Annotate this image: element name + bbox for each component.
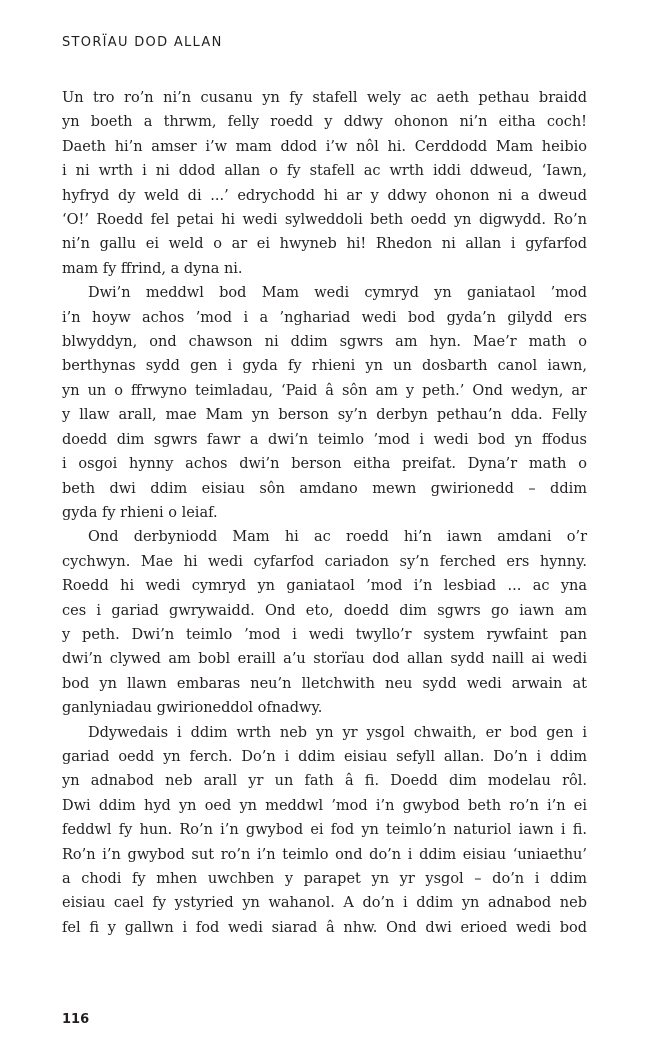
text-line: blwyddyn, ond chawson ni ddim sgwrs am hyn. Mae’r math o [62,334,587,351]
text-line: i osgoi hynny achos dwi’n berson eitha preifat. Dyna’r math o [62,456,587,473]
text-line: dwi’n clywed am bobl eraill a’u storïau dod allan sydd naill ai wedi [62,651,587,668]
paragraph [62,525,587,720]
text-line: berthynas sydd gen i gyda fy rhieni yn un dosbarth canol iawn, [62,358,587,375]
text-line: ces i gariad gwrywaidd. Ond eto, doedd dim sgwrs go iawn am [62,602,587,619]
text-line: Ond derbyniodd Mam hi ac roedd hi’n iawn amdani o’r [88,529,587,546]
text-line: ni’n gallu ei weld o ar ei hwyneb hi! Rhedon ni allan i gyfarfod [62,236,587,253]
text-line: beth dwi ddim eisiau sôn amdano mewn gwirionedd – ddim [62,480,587,497]
text-line: gyda fy rhieni o leiaf. [62,504,218,521]
text-line: y llaw arall, mae Mam yn berson sy’n derbyn pethau’n dda. Felly [62,407,587,424]
text-line: Daeth hi’n amser i’w mam ddod i’w nôl hi. Cerddodd Mam heibio [62,138,587,155]
text-line: i ni wrth i ni ddod allan o fy stafell ac wrth iddi ddweud, ‘Iawn, [62,163,587,180]
text-line: Dwi ddim hyd yn oed yn meddwl ’mod i’n gwybod beth ro’n i’n ei [62,797,587,814]
text-line: eisiau cael fy ystyried yn wahanol. A do’n i ddim yn adnabod neb [62,895,587,912]
text-line: i’n hoyw achos ’mod i a ’nghariad wedi bod gyda’n gilydd ers [62,309,587,326]
text-line: Dwi’n meddwl bod Mam wedi cymryd yn ganiataol ’mod [88,285,587,302]
text-line: Ddywedais i ddim wrth neb yn yr ysgol chwaith, er bod gen i [88,724,587,741]
text-line: mam fy ffrind, a dyna ni. [62,260,243,277]
text-line: Un tro ro’n ni’n cusanu yn fy stafell wely ac aeth pethau braidd [62,90,587,106]
text-line: feddwl fy hun. Ro’n i’n gwybod ei fod yn teimlo’n naturiol iawn i fi. [62,822,587,839]
text-line: Ro’n i’n gwybod sut ro’n i’n teimlo ond do’n i ddim eisiau ‘uniaethu’ [62,846,587,863]
paragraph [62,86,587,281]
text-line: hyfryd dy weld di ...’ edrychodd hi ar y ddwy ohonon ni a dweud [62,187,587,204]
text-line: cychwyn. Mae hi wedi cyfarfod cariadon sy’n ferched ers hynny. [62,553,587,570]
running-head: STORÏAU DOD ALLAN [62,35,223,50]
text-line: yn adnabod neb arall yr un fath â fi. Doedd dim modelau rôl. [62,773,587,790]
paragraph [62,721,587,941]
text-line: Roedd hi wedi cymryd yn ganiataol ’mod i’n lesbiad ... ac yna [62,578,587,595]
text-line: gariad oedd yn ferch. Do’n i ddim eisiau sefyll allan. Do’n i ddim [62,748,587,765]
text-line: a chodi fy mhen uwchben y parapet yn yr ysgol – do’n i ddim [62,871,587,887]
body-text [62,86,587,940]
text-line: ‘O!’ Roedd fel petai hi wedi sylweddoli beth oedd yn digwydd. Ro’n [62,212,587,229]
paragraph [62,281,587,525]
text-line: bod yn llawn embaras neu’n lletchwith neu sydd wedi arwain at [62,675,587,692]
page-number: 116 [62,1012,90,1027]
text-line: yn un o ffrwyno teimladau, ‘Paid â sôn am y peth.’ Ond wedyn, ar [62,382,587,399]
text-line: fel fi y gallwn i fod wedi siarad â nhw. Ond dwi erioed wedi bod [62,919,587,936]
text-line: doedd dim sgwrs fawr a dwi’n teimlo ’mod i wedi bod yn ffodus [62,431,587,448]
text-line: ganlyniadau gwirioneddol ofnadwy. [62,700,323,717]
text-line: yn boeth a thrwm, felly roedd y ddwy ohonon ni’n eitha coch! [62,114,587,131]
text-line: y peth. Dwi’n teimlo ’mod i wedi twyllo’r system rywfaint pan [62,626,587,643]
